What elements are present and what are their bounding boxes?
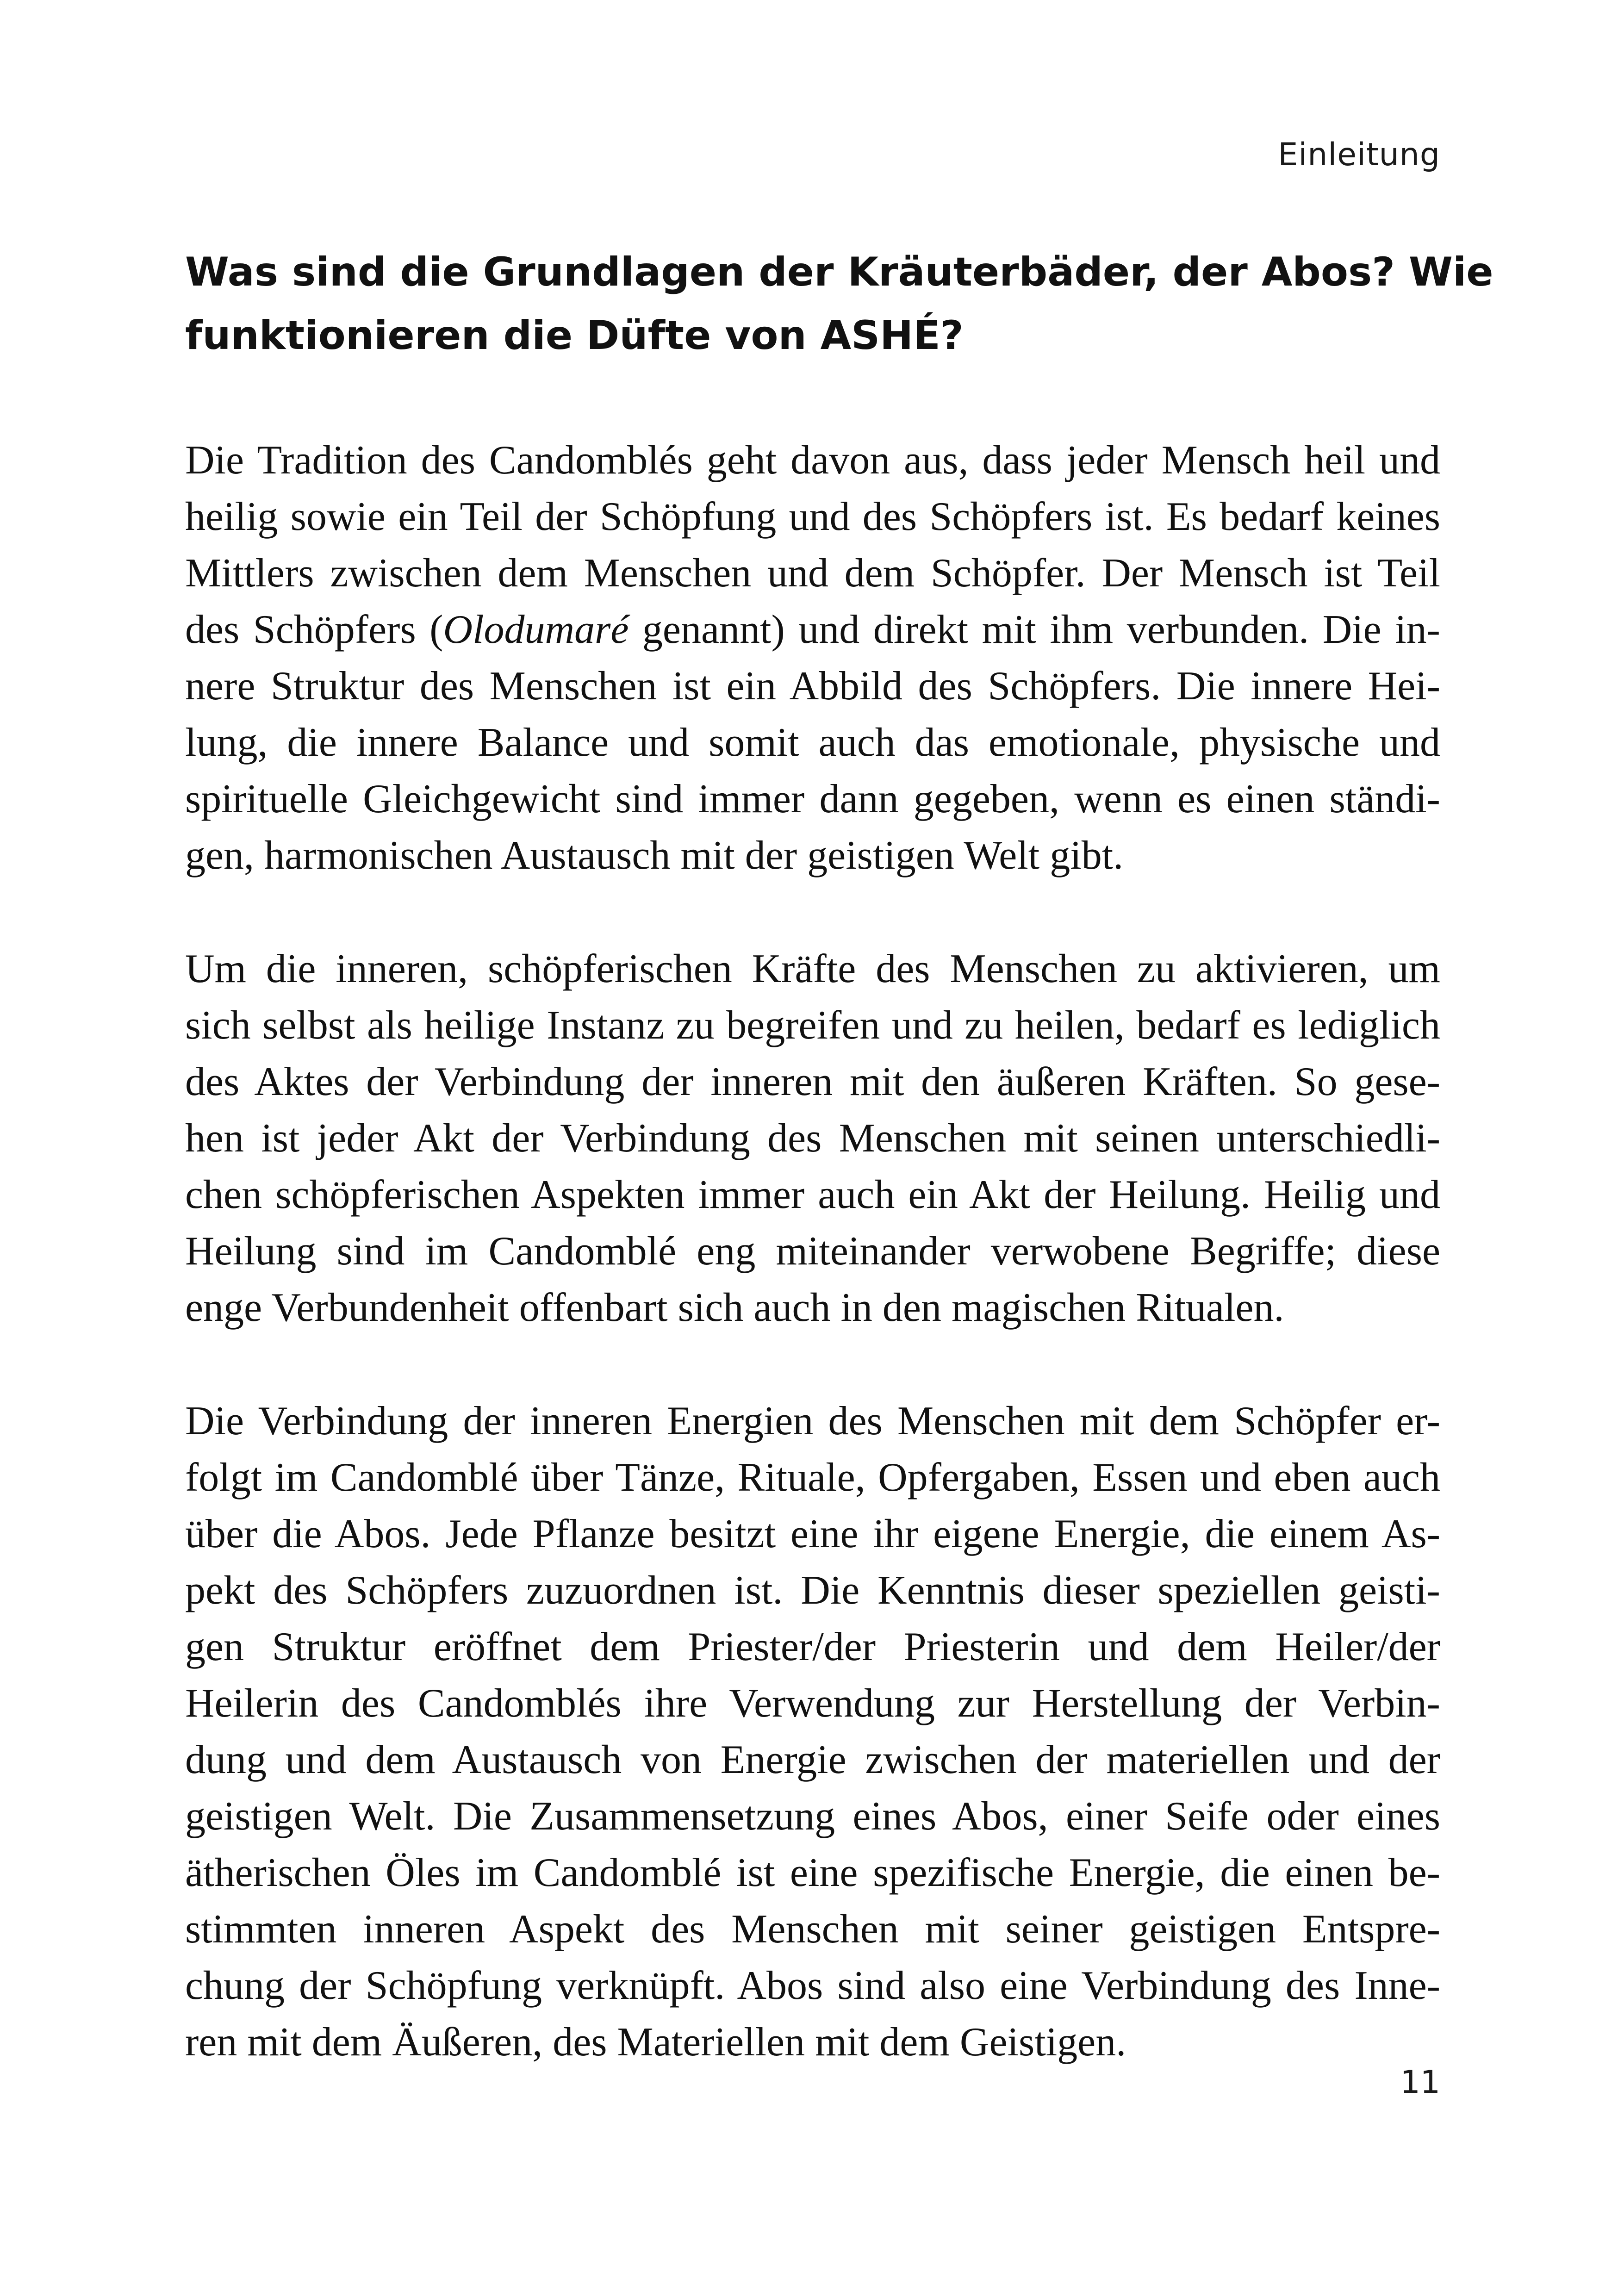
text-line: chung der Schöpfung verknüpft. Abos sind also eine Verbindung des Inne- xyxy=(185,1963,1440,2008)
paragraph-1 xyxy=(185,432,1440,884)
text-line: lung, die innere Balance und somit auch das emotionale, physische und xyxy=(185,720,1440,765)
text-line: Mittlers zwischen dem Menschen und dem Schöpfer. Der Mensch ist Teil xyxy=(185,551,1440,596)
text-line: hen ist jeder Akt der Verbindung des Menschen mit seinen unterschiedli- xyxy=(185,1116,1440,1161)
text-line: nere Struktur des Menschen ist ein Abbild des Schöpfers. Die innere Hei- xyxy=(185,664,1440,709)
text-line: sich selbst als heilige Instanz zu begreifen und zu heilen, bedarf es lediglich xyxy=(185,1003,1440,1048)
italic-term: Olodumaré xyxy=(443,607,629,652)
text-line: Um die inneren, schöpferischen Kräfte des Menschen zu aktivieren, um xyxy=(185,946,1440,991)
paragraph-3 xyxy=(185,1393,1440,2071)
heading-line: funktionieren die Düfte von ASHÉ? xyxy=(185,312,964,359)
text-line: ätherischen Öles im Candomblé ist eine spezifische Energie, die einen be- xyxy=(185,1850,1440,1895)
text-line: heilig sowie ein Teil der Schöpfung und des Schöpfers ist. Es bedarf keines xyxy=(185,494,1440,539)
text-line: stimmten inneren Aspekt des Menschen mit seiner geistigen Entspre- xyxy=(185,1907,1440,1952)
text-line: Die Tradition des Candomblés geht davon aus, dass jeder Mensch heil und xyxy=(185,438,1440,483)
text-line: Die Verbindung der inneren Energien des Menschen mit dem Schöpfer er- xyxy=(185,1399,1440,1444)
text-line: folgt im Candomblé über Tänze, Rituale, Opfergaben, Essen und eben auch xyxy=(185,1455,1440,1500)
heading-line: Was sind die Grundlagen der Kräuterbäder, der Abos? Wie xyxy=(185,249,1494,295)
text-segment: genannt) und direkt mit ihm verbunden. Die in- xyxy=(629,607,1440,652)
page-body xyxy=(185,241,1494,2128)
running-header: Einleitung xyxy=(1278,137,1440,173)
text-line: gen, harmonischen Austausch mit der geistigen Welt gibt. xyxy=(185,833,1124,878)
text-line: Heilung sind im Candomblé eng miteinander verwobene Begriffe; diese xyxy=(185,1229,1440,1274)
text-line: über die Abos. Jede Pflanze besitzt eine ihr eigene Energie, die einem As- xyxy=(185,1512,1440,1556)
paragraph-2 xyxy=(185,941,1440,1336)
page-number: 11 xyxy=(1400,2064,1440,2101)
text-segment: des Schöpfers ( xyxy=(185,607,443,652)
text-line: enge Verbundenheit offenbart sich auch in den magischen Ritualen. xyxy=(185,1285,1284,1330)
text-line xyxy=(185,602,1440,658)
text-line: pekt des Schöpfers zuzuordnen ist. Die Kenntnis dieser speziellen geisti- xyxy=(185,1568,1440,1613)
text-line: dung und dem Austausch von Energie zwischen der materiellen und der xyxy=(185,1737,1440,1782)
text-line: gen Struktur eröffnet dem Priester/der Priesterin und dem Heiler/der xyxy=(185,1624,1440,1669)
text-line: des Aktes der Verbindung der inneren mit den äußeren Kräften. So gese- xyxy=(185,1059,1440,1104)
text-line: geistigen Welt. Die Zusammensetzung eines Abos, einer Seife oder eines xyxy=(185,1794,1440,1839)
text-line: Heilerin des Candomblés ihre Verwendung zur Herstellung der Verbin- xyxy=(185,1681,1440,1726)
text-line: chen schöpferischen Aspekten immer auch ein Akt der Heilung. Heilig und xyxy=(185,1172,1440,1217)
chapter-heading xyxy=(185,241,1494,367)
text-line: ren mit dem Äußeren, des Materiellen mit dem Geistigen. xyxy=(185,2020,1126,2065)
text-line: spirituelle Gleichgewicht sind immer dann gegeben, wenn es einen ständi- xyxy=(185,777,1440,821)
